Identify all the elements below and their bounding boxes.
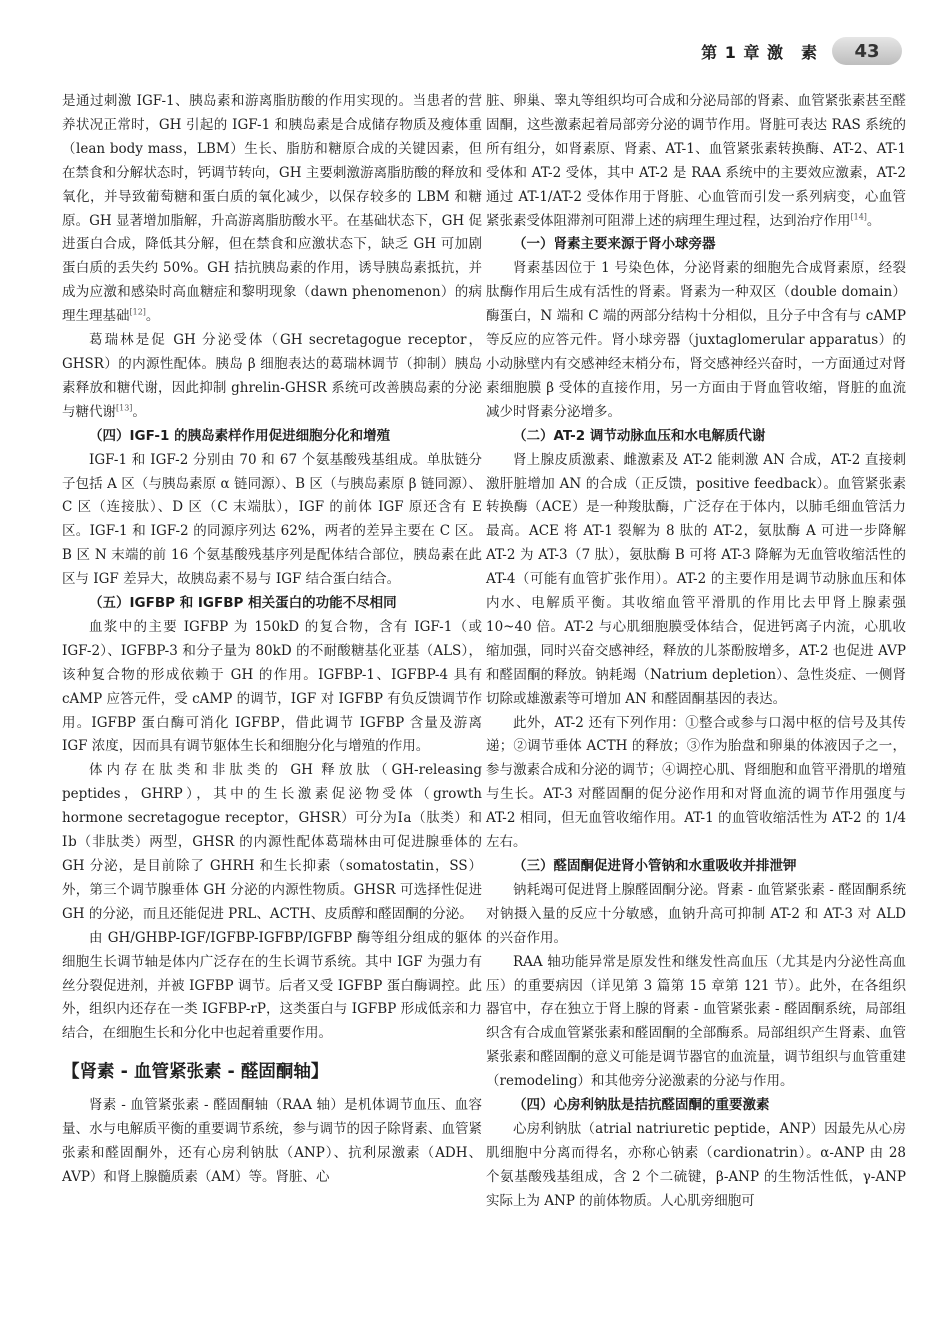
section-heading <box>486 855 906 879</box>
paragraph-text: 葛瑞林是促 GH 分泌受体（GH secretagogue receptor，GHSR）的内源性配体。胰岛 β 细胞表达的葛瑞林调节（抑制）胰岛素释放和糖代谢，因此抑制 ghrelin-GHSR 系统可改善胰岛素的分泌与糖代谢 <box>62 332 482 420</box>
paragraph-text: 此外，AT-2 还有下列作用：①整合或参与口渴中枢的信号及其传递；②调节垂体 ACTH 的释放；③作为胎盘和卵巢的体液因子之一，参与激素合成和分泌的调节；④调控心肌、肾细胞和血管平滑肌的增殖与生长。AT-3 对醛固酮的促分泌作用和对肾血流的调节作用强度与 AT-2 相同，但无血管收缩作用。AT-1 的血管收缩活性为 AT-2 的 1/4 左右。 <box>486 714 906 851</box>
paragraph-text: （五）IGFBP 和 IGFBP 相关蛋白的功能不尽相同 <box>89 595 397 612</box>
paragraph-text: RAA 轴功能异常是原发性和继发性高血压（尤其是内分泌性高血压）的重要病因（详见第 3 篇第 15 章第 121 节）。此外，在各组织器官中，存在独立于肾上腺的肾素 - 血管紧张素 - 醛固酮系统，局部组织含有合成血管紧张素和醛固酮的全部酶系。局部组织产生肾素、血管紧张素和醛固酮的意义可能是调节器官的血流量，调节组织与血管重建（remodeling）和其他旁分泌激素的分泌与作用。 <box>486 953 906 1090</box>
body-paragraph <box>62 616 482 759</box>
paragraph-text: 是通过刺激 IGF-1、胰岛素和游离脂肪酸的作用实现的。当患者的营养状况正常时，GH 引起的 IGF-1 和胰岛素是合成储存物质及瘦体重（lean body mass，LBM）生长、脂肪和糖原合成的关键因素，但在禁食和分解状态时，钙调节转向，GH 主要刺激游离脂肪酸的释放和氧化，并导致葡萄糖和蛋白质的氧化减少，以保存较多的 LBM 和糖原。GH 显著增加脂解，升高游离脂肪酸水平。在基础状态下，GH 促进蛋白合成，降低其分解，但在禁食和应激状态下，缺乏 GH 可加剧蛋白质的丢失约 50%。GH 拮抗胰岛素的作用，诱导胰岛素抵抗，并成为应激和感染时高血糖症和黎明现象（dawn phenomenon）的病理生理基础 <box>62 93 482 325</box>
major-section-heading <box>62 1060 482 1084</box>
paragraph-text: （三）醛固酮促进肾小管钠和水重吸收并排泄钾 <box>513 858 797 874</box>
paragraph-text: 脏、卵巢、睾丸等组织均可合成和分泌局部的肾素、血管紧张素甚至醛固酮，这些激素起着局部旁分泌的调节作用。肾脏可表达 RAS 系统的所有组分，如肾素原、肾素、AT-1、血管紧张素转换酶、AT-2、AT-1 受体和 AT-2 受体，其中 AT-2 是 RAA 系统中的主要效应激素，AT-2 通过 AT-1/AT-2 受体作用于肾脏、心血管而引发一系列病变，心血管紧张素受体阻滞剂可阻滞上述的病理生理过程，达到治疗作用 <box>486 93 906 229</box>
paragraph-text: 由 GH/GHBP-IGF/IGFBP-IGFBP/IGFBP 酶等组分组成的躯体细胞生长调节轴是体内广泛存在的生长调节系统。其中 IGF 为强力有丝分裂促进剂，并被 IGFBP 调节。后者又受 IGFBP 蛋白酶调控。此外，组织内还存在一类 IGFBP-rP，这类蛋白与 IGFBP 形成低亲和力结合，在细胞生长和分化中也起着重要作用。 <box>62 929 482 1042</box>
body-paragraph <box>486 879 906 951</box>
paragraph-tail: 。 <box>132 403 146 420</box>
body-paragraph <box>62 449 482 592</box>
citation-ref: [14] <box>850 212 867 222</box>
section-heading <box>486 233 906 257</box>
page-number-badge: 43 <box>832 37 902 65</box>
body-paragraph <box>486 1118 906 1214</box>
body-paragraph <box>62 1094 482 1190</box>
section-heading <box>62 425 482 449</box>
body-paragraph <box>62 329 482 425</box>
paragraph-tail: 。 <box>866 212 881 229</box>
body-paragraph <box>486 951 906 1094</box>
paragraph-text: （一）肾素主要来源于肾小球旁器 <box>513 236 716 253</box>
body-paragraph <box>486 90 906 233</box>
paragraph-text: 肾素基因位于 1 号染色体，分泌肾素的细胞先合成肾素原，经裂肽酶作用后生成有活性的肾素。肾素为一种双区（double domain）酶蛋白，N 端和 C 端的两部分结构十分相似，且分子中含有与 cAMP 等反应的应答元件。肾小球旁器（juxtaglomerular apparatus）的小动脉壁内有交感神经末梢分布，肾交感神经兴奋时，一方面通过对肾素细胞膜 β 受体的直接作用，另一方面由于肾血管收缩，肾脏的血流减少时肾素分泌增多。 <box>486 260 906 420</box>
paragraph-text: （二）AT-2 调节动脉血压和水电解质代谢 <box>513 427 766 444</box>
chapter-title: 第 1 章 激 素 <box>701 42 818 62</box>
paragraph-text: 心房利钠肽（atrial natriuretic peptide，ANP）因最先从心房肌细胞中分离而得名，亦称心钠素（cardionatrin）。α-ANP 由 28 个氨基酸残基组成，含 2 个二硫键，β-ANP 的生物活性低，γ-ANP 实际上为 ANP 的前体物质。人心肌旁细胞可 <box>486 1120 906 1209</box>
body-paragraph <box>62 927 482 1047</box>
paragraph-text: 肾素 - 血管紧张素 - 醛固酮轴（RAA 轴）是机体调节血压、血容量、水与电解质平衡的重要调节系统，参与调节的因子除肾素、血管紧张素和醛固酮外，还有心房利钠肽（ANP）、抗利尿激素（ADH、AVP）和肾上腺髓质素（AM）等。肾脏、心 <box>62 1097 482 1185</box>
paragraph-text: IGF-1 和 IGF-2 分别由 70 和 67 个氨基酸残基组成。单肽链分子包括 A 区（与胰岛素原 α 链同源）、B 区（与胰岛素原 β 链同源）、C 区（连接肽）、D 区（C 末端肽），IGF 的前体 IGF 原还含有 E 区。IGF-1 和 IGF-2 的同源序列达 62%，两者的差异主要在 C 区。B 区 N 末端的前 16 个氨基酸残基序列是配体结合部位，胰岛素在此区与 IGF 差异大，故胰岛素不易与 IGF 结合蛋白结合。 <box>62 451 482 588</box>
left-column <box>62 90 482 1190</box>
paragraph-tail: 。 <box>145 308 160 325</box>
body-paragraph <box>486 257 906 424</box>
right-column <box>486 90 906 1214</box>
body-paragraph <box>62 90 482 329</box>
citation-ref: [12] <box>129 307 146 317</box>
paragraph-text: （四）IGF-1 的胰岛素样作用促进细胞分化和增殖 <box>89 427 391 444</box>
citation-ref: [13] <box>116 403 133 413</box>
section-heading <box>486 1094 906 1118</box>
paragraph-text: 血浆中的主要 IGFBP 为 150kD 的复合物，含有 IGF-1（或 IGF-2）、IGFBP-3 和分子量为 80kD 的不耐酸糖基化亚基（ALS），该种复合物的形成依赖于 GH 的作用。IGFBP-1、IGFBP-4 具有 cAMP 应答元件，受 cAMP 的调节，IGF 对 IGFBP 有负反馈调节作用。IGFBP 蛋白酶可消化 IGFBP，借此调节 IGFBP 含量及游离 IGF 浓度，因而具有调节躯体生长和细胞分化与增殖的作用。 <box>62 618 482 755</box>
paragraph-text: 【肾素 - 血管紧张素 - 醛固酮轴】 <box>62 1062 329 1083</box>
body-paragraph <box>62 759 482 926</box>
section-heading <box>486 425 906 449</box>
paragraph-text: （四）心房利钠肽是拮抗醛固酮的重要激素 <box>513 1097 770 1114</box>
body-paragraph <box>486 449 906 712</box>
body-paragraph <box>486 712 906 855</box>
section-heading <box>62 592 482 616</box>
page-header <box>701 36 902 66</box>
paragraph-text: 肾上腺皮质激素、雌激素及 AT-2 能刺激 AN 合成，AT-2 直接刺激肝脏增加 AN 的合成（正反馈，positive feedback）。血管紧张素转换酶（ACE）是一种羧肽酶，广泛存在于体内，以肺毛细血管活力最高。ACE 将 AT-1 裂解为 8 肽的 AT-2，氨肽酶 A 可进一步降解 AT-2 为 AT-3（7 肽），氨肽酶 B 可将 AT-3 降解为无血管收缩活性的 AT-4（可能有血管扩张作用）。AT-2 的主要作用是调节动脉血压和体内水、电解质平衡。其收缩血管平滑肌的作用比去甲肾上腺素强 10~40 倍。AT-2 与心肌细胞膜受体结合，促进钙离子内流，心肌收缩加强，同时兴奋交感神经，释放的儿茶酚胺增多，AT-2 也促进 AVP 和醛固酮的释放。钠耗竭（Natrium depletion）、急性炎症、一侧肾切除或雄激素等可增加 AN 和醛固酮基因的表达。 <box>486 451 906 707</box>
paragraph-text: 体内存在肽类和非肽类的 GH 释放肽（GH-releasing peptides，GHRP），其中的生长激素促泌物受体（growth hormone secretagogue receptor，GHSR）可分为Ⅰa（肽类）和Ⅰb（非肽类）两型，GHSR 的内源性配体葛瑞林由可促进腺垂体的 GH 分泌，是目前除了 GHRH 和生长抑素（somatostatin，SS）外，第三个调节腺垂体 GH 分泌的内源性物质。GHSR 可选择性促进 GH 的分泌，而且还能促进 PRL、ACTH、皮质醇和醛固酮的分泌。 <box>62 762 482 922</box>
paragraph-text: 钠耗竭可促进肾上腺醛固酮分泌。肾素 - 血管紧张素 - 醛固酮系统对钠摄入量的反应十分敏感，血钠升高可抑制 AT-2 和 AT-3 对 ALD 的兴奋作用。 <box>486 881 906 946</box>
